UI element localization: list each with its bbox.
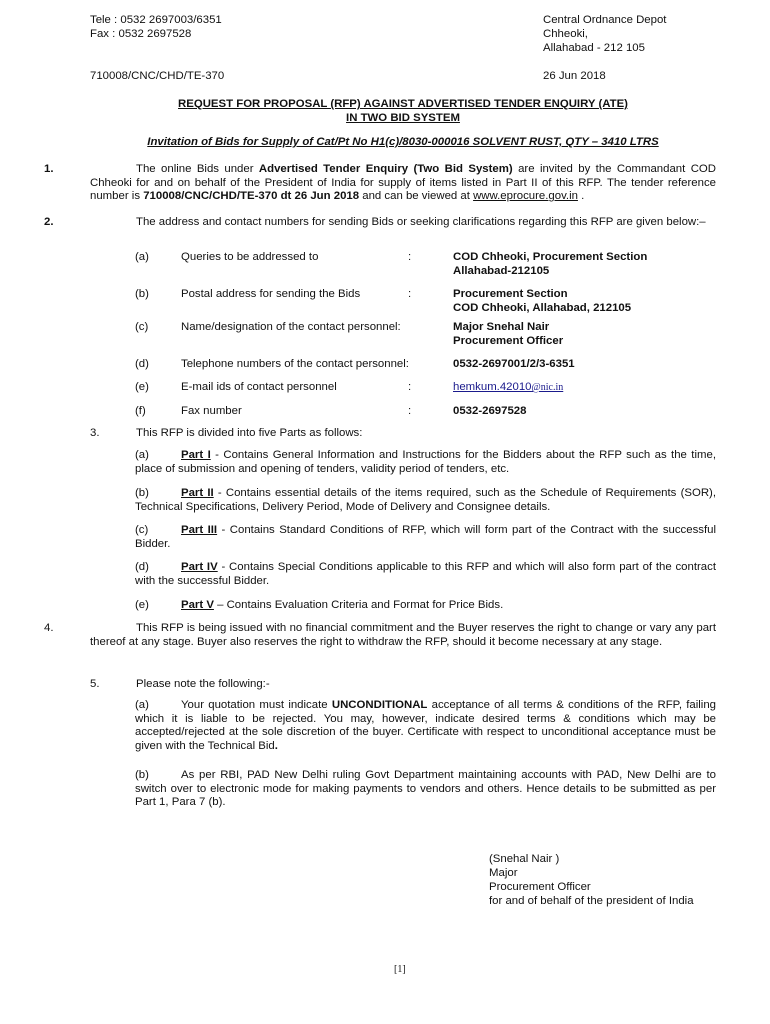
part-item-c: (c) Part III - Contains Standard Conditions of RFP, which will form part of the Contract with the successful Bidder. — [135, 524, 716, 550]
fax-line: Fax : 0532 2697528 — [90, 28, 192, 40]
document-title: REQUEST FOR PROPOSAL (RFP) AGAINST ADVERTISED TENDER ENQUIRY (ATE) — [178, 98, 628, 110]
contact-row-queries: (a) Queries to be addressed to : COD Chheoki, Procurement Section Allahabad-212105 — [135, 251, 648, 277]
paragraph-5-number: 5. — [90, 678, 100, 690]
paragraph-1: 1. The online Bids under Advertised Tender Enquiry (Two Bid System) are invited by the Commandant COD Chheoki for and on behalf of the President of India for supply of items listed in Part II of this RFP. The tender reference number is 710008/CNC/CHD/TE-370 dt 26 Jun 2018 and can be viewed at www.eprocure.gov.in . — [44, 163, 716, 203]
document-subtitle: IN TWO BID SYSTEM — [346, 112, 460, 124]
part-item-a: (a) Part I - Contains General Information and Instructions for the Bidders about the RFP such as the time, place of submission and opening of tenders, validity period of tenders, etc. — [135, 449, 716, 475]
paragraph-3-number: 3. — [90, 427, 100, 439]
telephone-line: Tele : 0532 2697003/6351 — [90, 14, 222, 26]
paragraph-1-number: 1. — [44, 163, 54, 175]
paragraph-4-number: 4. — [44, 622, 54, 634]
org-name: Central Ordnance Depot — [543, 14, 667, 26]
signatory-on-behalf: for and of behalf of the president of India — [489, 895, 694, 907]
note-b: (b) As per RBI, PAD New Delhi ruling Govt Department maintaining accounts with PAD, New Delhi are to switch over to electronic mode for making payments to vendors and others. Hence details to be submitted as per Part 1, Para 7 (b). — [135, 769, 716, 809]
page-number: [1] — [394, 964, 406, 975]
paragraph-2: 2. The address and contact numbers for sending Bids or seeking clarifications regarding this RFP are given below:– — [44, 216, 706, 228]
contact-row-email: (e) E-mail ids of contact personnel : hemkum.42010@nic.in — [135, 381, 564, 393]
part-item-d: (d) Part IV - Contains Special Conditions applicable to this RFP and which will also form part of the contract with the successful Bidder. — [135, 561, 716, 587]
part-item-b: (b) Part II - Contains essential details of the items required, such as the Schedule of Requirements (SOR), Technical Specifications, Delivery Period, Mode of Delivery and Consignee details. — [135, 487, 716, 513]
signatory-name: (Snehal Nair ) — [489, 853, 560, 865]
paragraph-3-intro: This RFP is divided into five Parts as follows: — [136, 427, 363, 439]
paragraph-2-number: 2. — [44, 216, 54, 228]
part-item-e: (e) Part V – Contains Evaluation Criteria and Format for Price Bids. — [135, 599, 504, 611]
signatory-designation: Procurement Officer — [489, 881, 591, 893]
contact-row-postal: (b) Postal address for sending the Bids : Procurement Section COD Chheoki, Allahabad, 212105 — [135, 288, 632, 314]
note-a: (a) Your quotation must indicate UNCONDITIONAL acceptance of all terms & conditions of the RFP, failing which it is liable to be rejected. You may, however, indicate desired terms & conditions which may be accepted/rejected at the sole discretion of the buyer. Certificate with respect to unconditional acceptance must be given with the Technical Bid. — [135, 699, 716, 752]
paragraph-5-intro: Please note the following:- — [136, 678, 270, 690]
contact-email-link[interactable]: hemkum.42010@nic.in — [453, 381, 564, 393]
contact-row-telephone: (d) Telephone numbers of the contact personnel: 0532-2697001/2/3-6351 — [135, 358, 575, 370]
contact-row-fax: (f) Fax number : 0532-2697528 — [135, 405, 527, 417]
eprocure-link[interactable]: www.eprocure.gov.in — [473, 190, 578, 203]
reference-number: 710008/CNC/CHD/TE-370 — [90, 70, 225, 82]
org-city: Allahabad - 212 105 — [543, 42, 645, 54]
letter-date: 26 Jun 2018 — [543, 70, 606, 82]
contact-row-personnel: (c) Name/designation of the contact personnel: Major Snehal Nair Procurement Officer — [135, 321, 564, 347]
paragraph-4: 4. This RFP is being issued with no financial commitment and the Buyer reserves the right to change or vary any part thereof at any stage. Buyer also reserves the right to withdraw the RFP, should it become necessary at any stage. — [44, 622, 716, 648]
invitation-heading: Invitation of Bids for Supply of Cat/Pt No H1(c)/8030-000016 SOLVENT RUST, QTY – 3410 LTRS — [147, 136, 659, 148]
org-locality: Chheoki, — [543, 28, 588, 40]
signatory-rank: Major — [489, 867, 518, 879]
